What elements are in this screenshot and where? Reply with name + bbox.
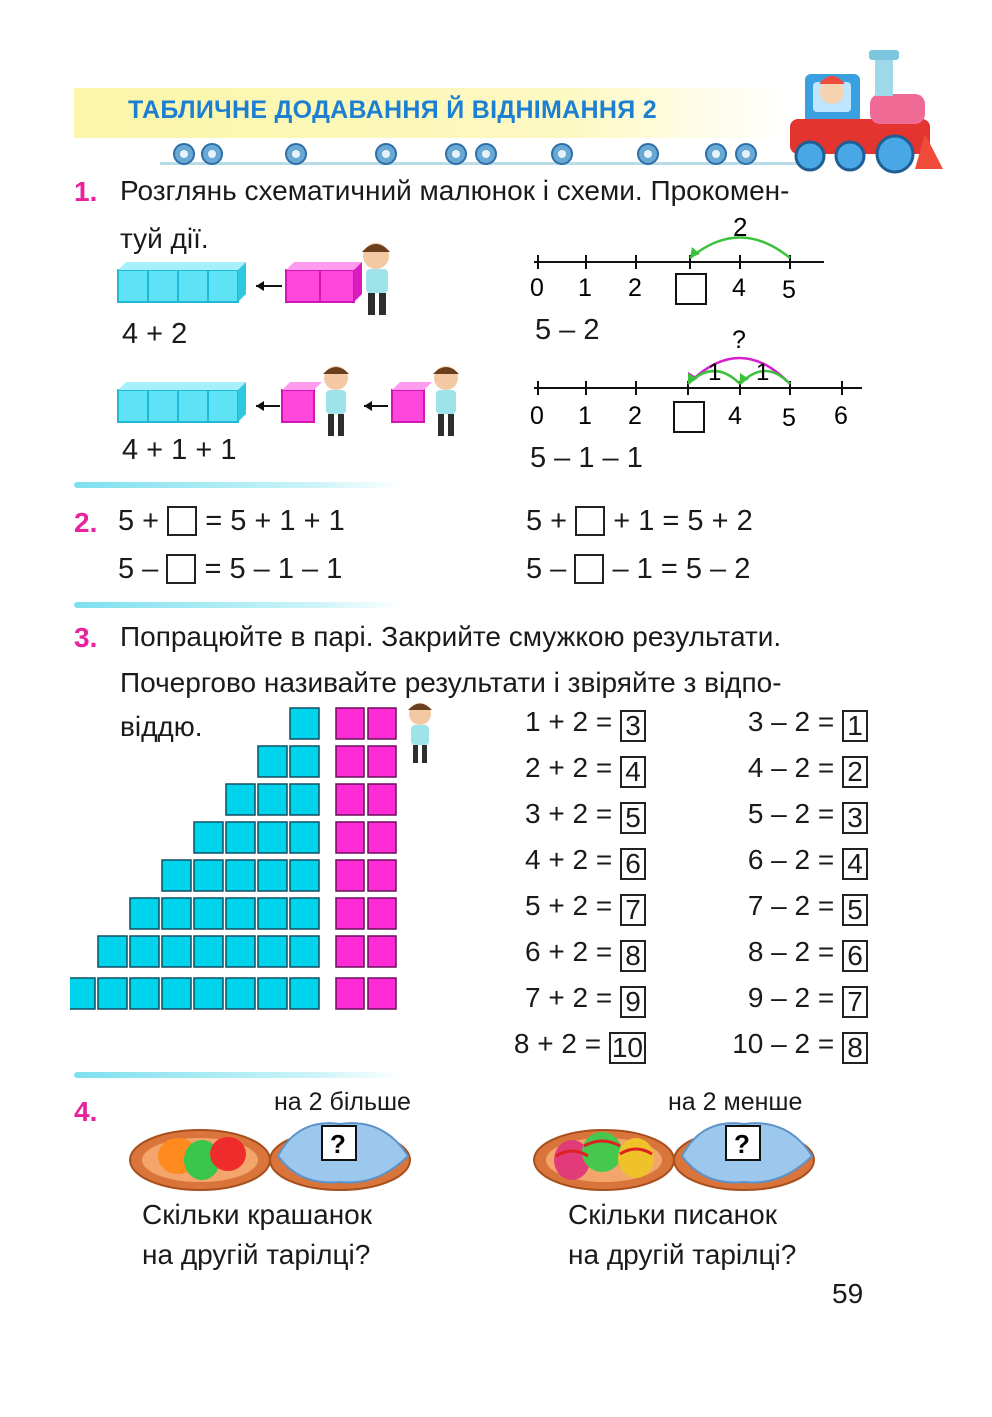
blue-square <box>162 898 191 929</box>
addition-result: 3 <box>620 710 646 742</box>
addition-expr: 4 + 2 = <box>525 844 613 875</box>
pink-square <box>368 978 396 1009</box>
question-right-line2: на другій тарілці? <box>568 1239 797 1270</box>
tick-label: 1 <box>578 402 592 430</box>
task2-eq-2b: 5 – – 1 = 5 – 2 <box>526 553 751 585</box>
subtraction-row <box>748 936 868 972</box>
tick-label: 2 <box>628 274 642 302</box>
blue-square <box>290 746 319 777</box>
blue-square <box>194 978 223 1009</box>
pink-square <box>336 978 364 1009</box>
train-illustration <box>785 44 945 174</box>
blue-square <box>290 898 319 929</box>
tick-label: 6 <box>834 402 848 430</box>
addition-row <box>525 798 646 834</box>
cubes-diagram-b <box>110 362 470 442</box>
label-more-by-2: на 2 більше <box>274 1088 411 1116</box>
plates-krashanky <box>128 1116 428 1196</box>
task-number-1: 1. <box>74 176 98 207</box>
blue-square <box>194 822 223 853</box>
separator-1 <box>74 482 404 488</box>
separator-3 <box>74 1072 404 1078</box>
boy-figure-a <box>362 243 390 315</box>
tick-label: 0 <box>530 274 544 302</box>
addition-result: 10 <box>609 1032 646 1064</box>
blue-square <box>290 978 319 1009</box>
pink-square <box>368 860 396 891</box>
blue-square <box>130 978 159 1009</box>
blue-square <box>258 860 287 891</box>
pink-square <box>336 784 364 815</box>
answer-box <box>676 274 706 304</box>
blue-square <box>162 936 191 967</box>
blue-square <box>194 898 223 929</box>
pink-square <box>368 822 396 853</box>
answer-box[interactable] <box>167 506 197 536</box>
subtraction-result: 3 <box>842 802 868 834</box>
blue-cubes-4 <box>118 382 246 422</box>
subtraction-expr: 7 – 2 = <box>747 890 835 921</box>
subtraction-row <box>748 798 868 834</box>
subtraction-row <box>748 890 868 926</box>
addition-row <box>525 752 646 788</box>
addition-row <box>525 936 646 972</box>
tick-label: 2 <box>628 402 642 430</box>
expr-4-plus-1-plus-1: 4 + 1 + 1 <box>122 434 237 466</box>
task-number-2: 2. <box>74 507 98 538</box>
question-left-line2: на другій тарілці? <box>142 1239 371 1270</box>
blue-square <box>194 860 223 891</box>
blue-square <box>98 936 127 967</box>
answer-box[interactable] <box>574 554 604 584</box>
tick-label: 5 <box>782 404 796 432</box>
expr-5-minus-2: 5 – 2 <box>535 314 600 346</box>
task1-text-line1: Розглянь схематичний малюнок і схеми. Прокомен- <box>120 175 790 206</box>
blue-square <box>70 978 95 1009</box>
blue-square <box>130 936 159 967</box>
number-line-2 <box>528 322 868 440</box>
task3-text-line1: Попрацюйте в парі. Закрийте смужкою результати. <box>120 621 782 652</box>
addition-expr: 3 + 2 = <box>525 798 613 829</box>
question-left-line1: Скільки крашанок <box>142 1199 373 1230</box>
expr-5-minus-1-minus-1: 5 – 1 – 1 <box>530 442 643 474</box>
question-mark: ? <box>734 1129 750 1159</box>
pink-square <box>336 898 364 929</box>
jump-label-1: 2 <box>733 212 748 242</box>
blue-square <box>226 860 255 891</box>
task-number-4: 4. <box>74 1096 98 1127</box>
boy-figure-b2 <box>433 366 459 436</box>
tick-label: 4 <box>728 402 742 430</box>
addition-result: 8 <box>620 940 646 972</box>
addition-result: 5 <box>620 802 646 834</box>
expr-4-plus-2: 4 + 2 <box>122 318 188 350</box>
blue-square <box>226 784 255 815</box>
step-label: 1 <box>708 359 722 386</box>
boy-figure-c <box>408 703 432 763</box>
pink-square <box>336 746 364 777</box>
blue-square <box>258 936 287 967</box>
blue-square <box>226 936 255 967</box>
boy-figure-b1 <box>323 366 349 436</box>
blue-square <box>226 978 255 1009</box>
subtraction-expr: 5 – 2 = <box>747 798 835 829</box>
tick-label: 4 <box>732 274 746 302</box>
pink-square <box>336 708 364 739</box>
pink-cubes-2 <box>286 262 362 302</box>
task1-text-line2: туй дії. <box>120 223 209 254</box>
blue-square <box>258 746 287 777</box>
pink-square <box>368 898 396 929</box>
question-right-line1: Скільки писанок <box>568 1199 777 1230</box>
step-label: 1 <box>756 359 770 386</box>
subtraction-result: 5 <box>842 894 868 926</box>
subtraction-row <box>748 706 868 742</box>
subtraction-result: 4 <box>842 848 868 880</box>
addition-result: 4 <box>620 756 646 788</box>
addition-expr: 6 + 2 = <box>525 936 613 967</box>
train-track <box>160 142 800 170</box>
blue-square <box>290 936 319 967</box>
task-number-3: 3. <box>74 622 98 653</box>
subtraction-result: 7 <box>842 986 868 1018</box>
blue-square <box>98 978 127 1009</box>
page-title: ТАБЛИЧНЕ ДОДАВАННЯ Й ВІДНІМАННЯ 2 <box>128 96 657 124</box>
subtraction-expr: 10 – 2 = <box>732 1028 835 1059</box>
addition-row <box>525 706 646 742</box>
blue-square <box>162 860 191 891</box>
answer-box <box>674 402 704 432</box>
subtraction-row <box>732 1028 868 1064</box>
tick-label: 0 <box>530 402 544 430</box>
pink-square <box>368 784 396 815</box>
jump-label-2: ? <box>732 326 746 354</box>
subtraction-expr: 6 – 2 = <box>747 844 835 875</box>
blue-cubes-4 <box>118 262 246 302</box>
addition-row <box>525 982 646 1018</box>
pink-square <box>336 936 364 967</box>
number-line-1 <box>528 212 838 312</box>
blue-square <box>258 784 287 815</box>
subtraction-expr: 9 – 2 = <box>747 982 835 1013</box>
answer-box[interactable] <box>166 554 196 584</box>
tick-label: 1 <box>578 274 592 302</box>
addition-result: 6 <box>620 848 646 880</box>
blue-square <box>290 860 319 891</box>
task3-text-line2: Почергово називайте результати і звіряйте з відпо- <box>120 667 782 698</box>
blue-square <box>226 898 255 929</box>
blue-square <box>290 822 319 853</box>
task3-text-line3: віддю. <box>120 711 203 742</box>
question-mark: ? <box>330 1129 346 1159</box>
subtraction-row <box>748 844 868 880</box>
addition-row <box>525 890 646 926</box>
pink-square <box>368 746 396 777</box>
pink-square <box>368 708 396 739</box>
cubes-diagram-a <box>110 238 400 320</box>
addition-result: 7 <box>620 894 646 926</box>
subtraction-result: 8 <box>842 1032 868 1064</box>
pink-square <box>368 936 396 967</box>
task2-eq-1b: 5 + + 1 = 5 + 2 <box>526 505 753 537</box>
addition-expr: 8 + 2 = <box>513 1028 602 1059</box>
page-number: 59 <box>832 1278 864 1309</box>
blue-square <box>290 784 319 815</box>
subtraction-result: 6 <box>842 940 868 972</box>
addition-row <box>525 844 646 880</box>
subtraction-row <box>748 982 868 1018</box>
subtraction-expr: 3 – 2 = <box>747 706 835 737</box>
task2-eq-2a: 5 – = 5 – 1 – 1 <box>118 553 343 585</box>
addition-expr: 7 + 2 = <box>525 982 613 1013</box>
blue-square <box>258 978 287 1009</box>
addition-row <box>514 1028 646 1064</box>
answer-box[interactable] <box>575 506 605 536</box>
blue-square <box>258 822 287 853</box>
blue-square <box>130 898 159 929</box>
cube-staircase <box>70 700 440 1050</box>
blue-square <box>290 708 319 739</box>
pink-square <box>336 860 364 891</box>
plates-pysanky <box>532 1116 832 1196</box>
task2-eq-1a: 5 + = 5 + 1 + 1 <box>118 505 345 537</box>
addition-expr: 5 + 2 = <box>525 890 613 921</box>
subtraction-expr: 4 – 2 = <box>747 752 835 783</box>
blue-square <box>162 978 191 1009</box>
subtraction-row <box>748 752 868 788</box>
addition-result: 9 <box>620 986 646 1018</box>
subtraction-result: 2 <box>842 756 868 788</box>
blue-square <box>226 822 255 853</box>
tick-label: 5 <box>782 276 796 304</box>
subtraction-result: 1 <box>842 710 868 742</box>
separator-2 <box>74 602 404 608</box>
addition-expr: 2 + 2 = <box>525 752 613 783</box>
blue-square <box>258 898 287 929</box>
pink-square <box>336 822 364 853</box>
addition-expr: 1 + 2 = <box>525 706 613 737</box>
blue-square <box>194 936 223 967</box>
subtraction-expr: 8 – 2 = <box>747 936 835 967</box>
label-less-by-2: на 2 менше <box>668 1088 803 1116</box>
